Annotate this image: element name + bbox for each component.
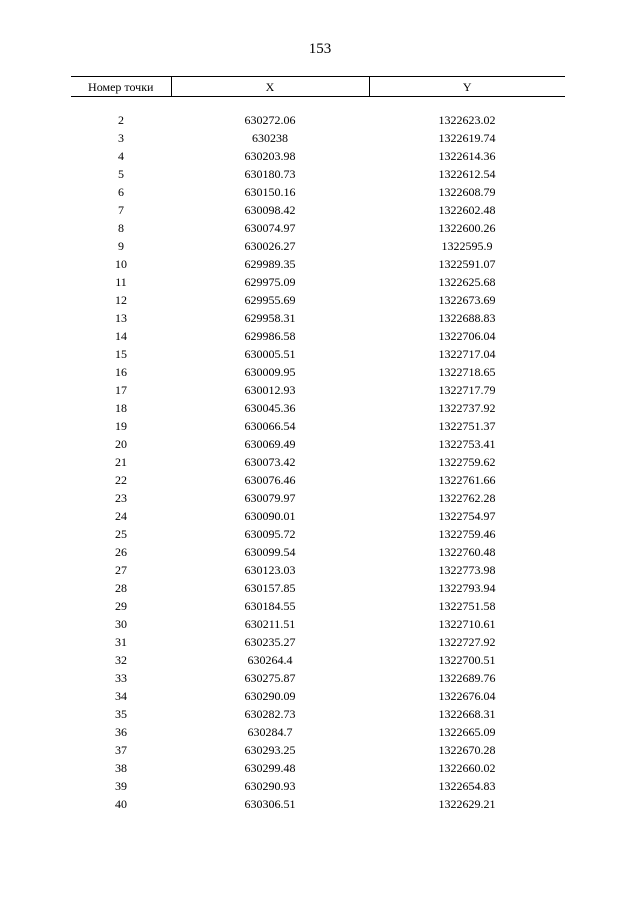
point-number-cell: 21: [115, 455, 127, 469]
table-row: [71, 651, 565, 669]
point-number-cell: 28: [115, 581, 127, 595]
table-row: [71, 705, 565, 723]
point-number-cell: 9: [118, 239, 124, 253]
y-cell: 1322608.79: [438, 185, 496, 199]
x-cell: 630306.51: [244, 797, 296, 811]
point-number-cell: 12: [115, 293, 127, 307]
x-cell: 629989.35: [244, 257, 296, 271]
point-number-cell: 13: [115, 311, 127, 325]
point-number-cell: 14: [115, 329, 127, 343]
y-cell: 1322706.04: [438, 329, 496, 343]
y-cell: 1322623.02: [438, 113, 496, 127]
point-number-cell: 32: [115, 653, 127, 667]
x-cell: 630095.72: [244, 527, 296, 541]
x-cell: 630290.93: [244, 779, 296, 793]
y-cell: 1322727.92: [438, 635, 496, 649]
point-number-cell: 2: [118, 113, 124, 127]
y-cell: 1322760.48: [438, 545, 496, 559]
y-cell: 1322759.62: [438, 455, 496, 469]
y-cell: 1322718.65: [438, 365, 496, 379]
point-number-cell: 8: [118, 221, 124, 235]
point-number-cell: 7: [118, 203, 124, 217]
point-number-cell: 11: [115, 275, 127, 289]
table-row: [71, 435, 565, 453]
point-number-cell: 34: [115, 689, 127, 703]
y-cell: 1322595.9: [441, 239, 493, 253]
y-cell: 1322751.37: [438, 419, 496, 433]
x-cell: 630284.7: [247, 725, 293, 739]
point-number-cell: 39: [115, 779, 127, 793]
table-row: [71, 489, 565, 507]
y-cell: 1322602.48: [438, 203, 496, 217]
x-cell: 630005.51: [244, 347, 296, 361]
x-cell: 630090.01: [244, 509, 296, 523]
table-row: [71, 255, 565, 273]
y-cell: 1322689.76: [438, 671, 496, 685]
point-number-cell: 31: [115, 635, 127, 649]
header-y: Y: [369, 77, 565, 97]
table-row: [71, 453, 565, 471]
table-row: [71, 741, 565, 759]
x-cell: 630184.55: [244, 599, 296, 613]
point-number-cell: 23: [115, 491, 127, 505]
y-cell: 1322676.04: [438, 689, 496, 703]
x-cell: 630272.06: [244, 113, 296, 127]
x-cell: 630069.49: [244, 437, 296, 451]
table-row: [71, 471, 565, 489]
table-row: [71, 795, 565, 813]
point-number-cell: 24: [115, 509, 127, 523]
point-number-cell: 19: [115, 419, 127, 433]
y-cell: 1322673.69: [438, 293, 496, 307]
table-row: [71, 291, 565, 309]
y-cell: 1322700.51: [438, 653, 496, 667]
y-cell: 1322753.41: [438, 437, 496, 451]
x-cell: 630099.54: [244, 545, 296, 559]
table-row: [71, 543, 565, 561]
y-cell: 1322737.92: [438, 401, 496, 415]
x-cell: 629958.31: [244, 311, 296, 325]
table-row: [71, 687, 565, 705]
point-number-cell: 22: [115, 473, 127, 487]
y-cell: 1322665.09: [438, 725, 496, 739]
header-x: X: [171, 77, 369, 97]
y-cell: 1322619.74: [438, 131, 496, 145]
point-number-cell: 40: [115, 797, 127, 811]
x-cell: 630238: [252, 131, 288, 145]
point-number-cell: 35: [115, 707, 127, 721]
y-cell: 1322754.97: [438, 509, 496, 523]
x-cell: 630180.73: [244, 167, 296, 181]
header-point-number: Номер точки: [71, 77, 171, 97]
table-row: [71, 129, 565, 147]
point-number-cell: 38: [115, 761, 127, 775]
y-cell: 1322670.28: [438, 743, 496, 757]
y-cell: 1322751.58: [438, 599, 496, 613]
point-number-cell: 20: [115, 437, 127, 451]
x-cell: 630074.97: [244, 221, 296, 235]
table-row: [71, 309, 565, 327]
table-row: [71, 525, 565, 543]
table-row: [71, 579, 565, 597]
x-cell: 629955.69: [244, 293, 296, 307]
y-cell: 1322654.83: [438, 779, 496, 793]
point-number-cell: 29: [115, 599, 127, 613]
table-row: [71, 723, 565, 741]
point-number-cell: 37: [115, 743, 127, 757]
table-row: [71, 219, 565, 237]
x-cell: 629986.58: [244, 329, 296, 343]
point-number-cell: 5: [118, 167, 124, 181]
point-number-cell: 15: [115, 347, 127, 361]
x-cell: 629975.09: [244, 275, 296, 289]
x-cell: 630150.16: [244, 185, 296, 199]
x-cell: 630203.98: [244, 149, 296, 163]
table-header: [71, 77, 565, 97]
table-row: [71, 417, 565, 435]
table-row: [71, 345, 565, 363]
y-cell: 1322793.94: [438, 581, 496, 595]
y-cell: 1322625.68: [438, 275, 496, 289]
table-row: [71, 147, 565, 165]
y-cell: 1322614.36: [438, 149, 496, 163]
y-cell: 1322717.04: [438, 347, 496, 361]
point-number-cell: 33: [115, 671, 127, 685]
table-row: [71, 201, 565, 219]
x-cell: 630076.46: [244, 473, 296, 487]
x-cell: 630211.51: [244, 617, 296, 631]
y-cell: 1322591.07: [438, 257, 496, 271]
table-row: [71, 183, 565, 201]
point-number-cell: 25: [115, 527, 127, 541]
table-row: [71, 633, 565, 651]
x-cell: 630009.95: [244, 365, 296, 379]
y-cell: 1322629.21: [438, 797, 496, 811]
y-cell: 1322660.02: [438, 761, 496, 775]
table-row: [71, 381, 565, 399]
x-cell: 630290.09: [244, 689, 296, 703]
point-number-cell: 3: [118, 131, 124, 145]
table-body: [71, 97, 565, 814]
table-row: [71, 363, 565, 381]
x-cell: 630123.03: [244, 563, 296, 577]
table-row: [71, 237, 565, 255]
x-cell: 630098.42: [244, 203, 296, 217]
y-cell: 1322710.61: [438, 617, 496, 631]
table-row: [71, 399, 565, 417]
point-number-cell: 26: [115, 545, 127, 559]
table-row: [71, 777, 565, 795]
point-number-cell: 4: [118, 149, 124, 163]
y-cell: 1322762.28: [438, 491, 496, 505]
table-row: [71, 759, 565, 777]
x-cell: 630275.87: [244, 671, 296, 685]
table-row: [71, 507, 565, 525]
x-cell: 630299.48: [244, 761, 296, 775]
y-cell: 1322688.83: [438, 311, 496, 325]
x-cell: 630026.27: [244, 239, 296, 253]
y-cell: 1322600.26: [438, 221, 496, 235]
y-cell: 1322761.66: [438, 473, 496, 487]
x-cell: 630012.93: [244, 383, 296, 397]
point-number-cell: 10: [115, 257, 127, 271]
x-cell: 630079.97: [244, 491, 296, 505]
page-number: 153: [308, 41, 332, 57]
table-row: [71, 615, 565, 633]
coordinates-table: [71, 76, 565, 813]
x-cell: 630282.73: [244, 707, 296, 721]
table-spacer: [71, 97, 565, 112]
x-cell: 630235.27: [244, 635, 296, 649]
point-number-cell: 30: [115, 617, 127, 631]
table-row: [71, 327, 565, 345]
point-number-cell: 17: [115, 383, 127, 397]
header-row: [71, 77, 565, 97]
table-row: [71, 597, 565, 615]
y-cell: 1322759.46: [438, 527, 496, 541]
y-cell: 1322612.54: [438, 167, 496, 181]
y-cell: 1322668.31: [438, 707, 496, 721]
x-cell: 630157.85: [244, 581, 296, 595]
point-number-cell: 6: [118, 185, 124, 199]
x-cell: 630073.42: [244, 455, 296, 469]
point-number-cell: 27: [115, 563, 127, 577]
table-row: [71, 111, 565, 129]
x-cell: 630066.54: [244, 419, 296, 433]
point-number-cell: 36: [115, 725, 127, 739]
table-row: [71, 165, 565, 183]
y-cell: 1322773.98: [438, 563, 496, 577]
table-row: [71, 273, 565, 291]
x-cell: 630264.4: [247, 653, 293, 667]
table-row: [71, 561, 565, 579]
x-cell: 630045.36: [244, 401, 296, 415]
point-number-cell: 18: [115, 401, 127, 415]
x-cell: 630293.25: [244, 743, 296, 757]
table-row: [71, 669, 565, 687]
y-cell: 1322717.79: [438, 383, 496, 397]
point-number-cell: 16: [115, 365, 127, 379]
